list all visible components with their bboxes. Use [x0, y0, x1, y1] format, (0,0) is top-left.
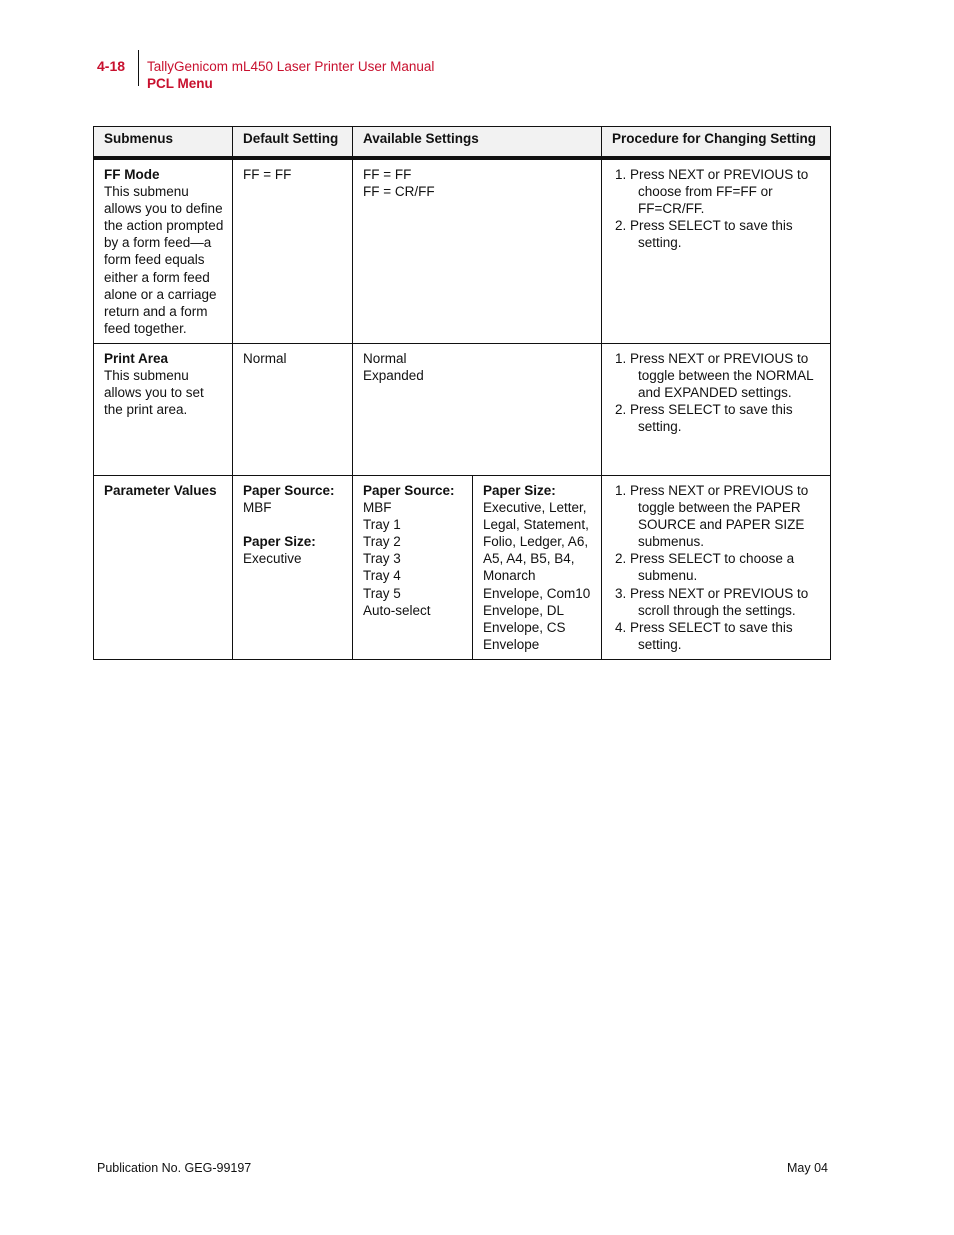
publication-date: May 04: [787, 1161, 828, 1175]
publication-number: Publication No. GEG-99197: [97, 1161, 252, 1175]
procedure-step: 1. Press NEXT or PREVIOUS to toggle between the PAPER SOURCE and PAPER SIZE submenus.: [630, 482, 822, 550]
available-size-label: Paper Size:: [483, 483, 556, 498]
available-option: Normal: [363, 351, 407, 366]
column-header-procedure: Procedure for Changing Setting: [602, 127, 831, 159]
procedure-step: 4. Press SELECT to save this setting.: [630, 619, 822, 653]
submenu-title: Parameter Values: [104, 483, 217, 498]
default-cell: [233, 344, 353, 476]
procedure-step: 2. Press SELECT to save this setting.: [630, 401, 822, 435]
available-source-option: Tray 4: [363, 568, 401, 584]
available-option: FF = FF: [363, 167, 412, 182]
available-cell: [353, 344, 602, 476]
submenu-cell: [94, 344, 233, 476]
available-cell: [353, 158, 602, 344]
available-source-option: Tray 5: [363, 585, 401, 601]
procedure-step: 2. Press SELECT to save this setting.: [630, 217, 822, 251]
available-source-option: MBF: [363, 500, 392, 516]
available-source-option: Tray 2: [363, 534, 401, 550]
procedure-step: 1. Press NEXT or PREVIOUS to choose from FF=FF or FF=CR/FF.: [630, 166, 822, 217]
available-source-option: Tray 1: [363, 517, 401, 533]
column-header-available: Available Settings: [353, 127, 602, 159]
submenu-cell: [94, 158, 233, 344]
procedure-cell: [602, 344, 831, 476]
procedure-step: 1. Press NEXT or PREVIOUS to toggle between the NORMAL and EXPANDED settings.: [630, 350, 822, 401]
procedure-steps: [612, 482, 822, 653]
table-header-row: [94, 127, 831, 159]
available-option: Expanded: [363, 368, 424, 384]
column-header-default: Default Setting: [233, 127, 353, 159]
default-paper-size-label: Paper Size:: [243, 534, 316, 550]
default-paper-source-value: MBF: [243, 500, 272, 516]
submenu-description: This submenu allows you to set the print area.: [104, 368, 204, 418]
default-cell: [233, 158, 353, 344]
available-source-label: Paper Source:: [363, 483, 455, 498]
procedure-step: 2. Press SELECT to choose a submenu.: [630, 550, 822, 584]
manual-title: TallyGenicom mL450 Laser Printer User Manual: [147, 59, 435, 74]
submenu-description: This submenu allows you to define the action prompted by a form feed—a form feed equals either a form feed alone or a carriage return and a form feed together.: [104, 184, 224, 336]
submenu-title: Print Area: [104, 351, 169, 366]
available-source-cell: [353, 476, 473, 660]
section-title: PCL Menu: [147, 76, 213, 91]
available-source-option: Auto-select: [363, 602, 431, 618]
default-paper-size-value: Executive: [243, 551, 302, 567]
page-number: 4-18: [97, 58, 126, 74]
table-row-ff-mode: [94, 158, 831, 344]
default-paper-source-label: Paper Source:: [243, 483, 335, 498]
submenu-title: FF Mode: [104, 167, 160, 182]
table-row-parameter-values: [94, 476, 831, 660]
procedure-steps: [612, 166, 822, 251]
header-divider: [138, 50, 139, 86]
table-row-print-area: [94, 344, 831, 476]
available-size-cell: [473, 476, 602, 660]
available-source-option: Tray 3: [363, 551, 401, 567]
column-header-submenus: Submenus: [94, 127, 233, 159]
available-option: FF = CR/FF: [363, 184, 435, 200]
submenu-cell: [94, 476, 233, 660]
available-size-options: Executive, Letter, Legal, Statement, Folio, Ledger, A6, A5, A4, B5, B4, Monarch Envelope, Com10 Envelope, DL Envelope, CS Envelope: [483, 500, 591, 652]
procedure-cell: [602, 158, 831, 344]
procedure-cell: [602, 476, 831, 660]
default-value: Normal: [243, 351, 287, 366]
pcl-menu-table: [93, 126, 831, 660]
default-value: FF = FF: [243, 167, 292, 182]
procedure-steps: [612, 350, 822, 435]
procedure-step: 3. Press NEXT or PREVIOUS to scroll through the settings.: [630, 585, 822, 619]
default-cell: [233, 476, 353, 660]
